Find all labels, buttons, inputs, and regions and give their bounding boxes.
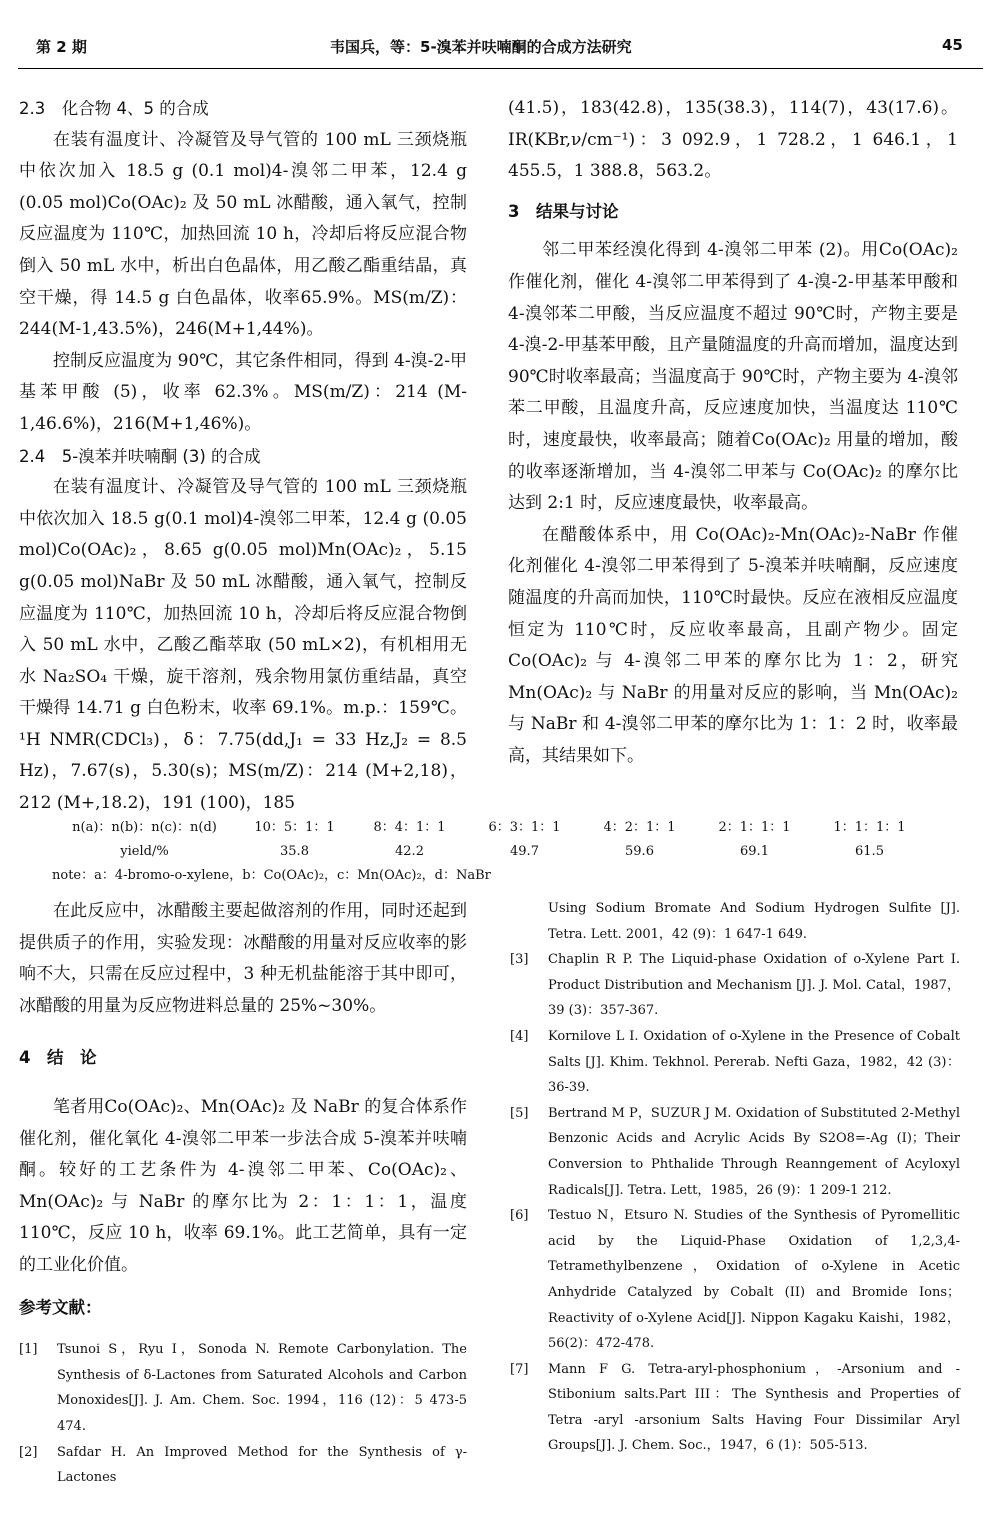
reference-text: Testuo N，Etsuro N. Studies of the Synthesis of Pyromellitic acid by the Liquid-Phase Oxidation of 1,2,3,4-Tetramethylbenzene，Oxidation of o-Xylene in Acetic Anhydride Catalyzed by Cobalt (II) and Bromide Ions；Reactivity of o-Xylene Acid[J]. Nippon Kagaku Kaishi，1982，56(2)：472-478.	[548, 1208, 960, 1352]
section-3-heading: 3 结果与讨论	[508, 201, 619, 221]
paragraph: 笔者用Co(OAc)₂、Mn(OAc)₂ 及 NaBr 的复合体系作催化剂，催化氧化 4-溴邻二甲苯一步法合成 5-溴苯并呋喃酮。较好的工艺条件为 4-溴邻二甲苯、Co(OAc)₂、Mn(OAc)₂ 与 NaBr 的摩尔比为 2：1：1：1，温度 110℃，反应 10 h，收率 69.1%。此工艺简单，具有一定的工业化价值。	[19, 1096, 467, 1275]
table-cell: 59.6	[625, 844, 654, 859]
header-page: 45	[942, 36, 963, 54]
reference-item	[510, 1024, 960, 1101]
reference-text: Mann F G. Tetra-aryl-phosphonium，-Arsonium and -Stibonium salts.Part III：The Synthesis and Properties of Tetra -aryl -arsonium Salts Having Four Dissimilar Aryl Groups[J]. J. Chem. Soc.，1947，6 (1)：505-513.	[548, 1361, 960, 1454]
paragraph: 在装有温度计、冷凝管及导气管的 100 mL 三颈烧瓶中依次加入 18.5 g (0.1 mol)4-溴邻二甲苯，12.4 g (0.05 mol)Co(OAc)₂ 及 50 mL 冰醋酸，通入氧气，控制反应温度为 110℃，加热回流 10 h，冷却后将反应混合物倒入 50 mL 水中，析出白色晶体，用乙酸乙酯重结晶，真空干燥，得 14.5 g 白色晶体，收率65.9%。MS(m/Z)：244(M-1,43.5%)，246(M+1,44%)。	[19, 129, 467, 340]
reference-number: [2]	[19, 1444, 38, 1460]
table-cell: 2：1：1：1	[718, 820, 791, 835]
reference-number: [1]	[19, 1342, 38, 1358]
reference-item	[510, 1357, 960, 1459]
header-title: 韦国兵，等：5-溴苯并呋喃酮的合成方法研究	[330, 38, 632, 56]
reference-text: Chaplin R P. The Liquid-phase Oxidation of o-Xylene Part I. Product Distribution and Mechanism [J]. J. Mol. Catal，1987，39 (3)：357-367.	[548, 952, 960, 1019]
reference-item	[19, 1337, 467, 1439]
table-cell: 1：1：1：1	[833, 820, 906, 835]
paragraph: 在醋酸体系中，用 Co(OAc)₂-Mn(OAc)₂-NaBr 作催化剂催化 4-溴邻二甲苯得到了 5-溴苯并呋喃酮，反应速度随温度的升高而加快，110℃时最快。反应在液相反应温度恒定为 110℃时，反应收率最高，且副产物少。固定 Co(OAc)₂ 与 4-溴邻二甲苯的摩尔比为 1：2，研究 Mn(OAc)₂ 与 NaBr 的用量对反应的影响，当 Mn(OAc)₂ 与 NaBr 和 4-溴邻二甲苯的摩尔比为 1：1：2 时，收率最高，其结果如下。	[508, 524, 958, 766]
right-column-lower	[510, 896, 960, 1459]
reference-text: Tsunoi S，Ryu I，Sonoda N. Remote Carbonylation. The Synthesis of δ-Lactones from Saturated Alcohols and Carbon Monoxides[J]. J. Am. Chem. Soc. 1994，116 (12)：5 473-5 474.	[57, 1342, 467, 1434]
section-2-4-heading: 2.4 5-溴苯并呋喃酮 (3) 的合成	[19, 446, 261, 466]
reference-number: [3]	[510, 952, 529, 968]
paragraph: 邻二甲苯经溴化得到 4-溴邻二甲苯 (2)。用Co(OAc)₂ 作催化剂，催化 4-溴邻二甲苯得到了 4-溴-2-甲基苯甲酸和 4-溴邻苯二甲酸，当反应温度不超过 90℃时，产物主要是 4-溴-2-甲基苯甲酸，且产量随温度的升高而增加，温度达到 90℃时收率最高；当温度高于 90℃时，产物主要为 4-溴邻苯二甲酸，且温度升高，反应速度加快，当温度达 110℃时，速度最快，收率最高；随着Co(OAc)₂ 用量的增加，酸的收率逐渐增加，当 4-溴邻二甲苯与 Co(OAc)₂ 的摩尔比达到 2:1 时，反应速度最快，收率最高。	[508, 240, 958, 514]
section-2-3-heading: 2.3 化合物 4、5 的合成	[19, 99, 209, 118]
reference-item	[510, 1101, 960, 1203]
reference-number: [5]	[510, 1105, 529, 1121]
header-rule	[18, 68, 983, 69]
paragraph: 在装有温度计、冷凝管及导气管的 100 mL 三颈烧瓶中依次加入 18.5 g(0.1 mol)4-溴邻二甲苯，12.4 g (0.05 mol)Co(OAc)₂，8.65 g(0.05 mol)Mn(OAc)₂，5.15 g(0.05 mol)NaBr 及 50 mL 冰醋酸，通入氧气，控制反应温度为 110℃，加热回流 10 h，冷却后将反应混合物倒入 50 mL 水中，乙酸乙酯萃取 (50 mL×2)，有机相用无水 Na₂SO₄ 干燥，旋干溶剂，残余物用氯仿重结晶，真空干燥得 14.71 g 白色粉末，收率 69.1%。m.p.：159℃。¹H NMR(CDCl₃)，δ：7.75(dd,J₁ = 33 Hz,J₂ = 8.5 Hz)，7.67(s)，5.30(s)；MS(m/Z)：214 (M+2,18)，212 (M+,18.2)，191 (100)，185	[19, 477, 467, 814]
reference-text: Bertrand M P，SUZUR J M. Oxidation of Substituted 2-Methyl Benzonic Acids and Acrylic Acids By S2O8=-Ag (I)；Their Conversion to Phthalide Through Reanngement of Acyloxyl Radicals[J]. Tetra. Lett，1985，26 (9)：1 209-1 212.	[548, 1105, 960, 1198]
reference-item	[510, 947, 960, 1024]
left-column-lower	[19, 896, 467, 1491]
paragraph: 控制反应温度为 90℃，其它条件相同，得到 4-溴-2-甲基苯甲酸 (5)，收率 62.3%。MS(m/Z)：214 (M-1,46.6%)，216(M+1,46%)。	[19, 350, 467, 434]
reference-number: [7]	[510, 1361, 529, 1377]
table-cell: 6：3：1：1	[488, 820, 561, 835]
reference-item	[19, 1440, 467, 1491]
table-note: note：a：4-bromo-o-xylene，b：Co(OAc)₂，c：Mn(OAc)₂，d：NaBr	[52, 868, 491, 883]
table-row	[52, 840, 932, 864]
reference-item	[510, 1203, 960, 1357]
right-column-upper	[508, 93, 958, 772]
section-4-heading: 4 结 论	[19, 1048, 97, 1068]
table-row-label: yield/%	[120, 844, 169, 859]
left-column-upper	[19, 93, 467, 820]
references-heading: 参考文献：	[19, 1297, 102, 1317]
paragraph: (41.5)，183(42.8)，135(38.3)，114(7)，43(17.6)。IR(KBr,ν/cm⁻¹)：3 092.9，1 728.2，1 646.1，1 455.5，1 388.8，563.2。	[508, 98, 958, 182]
paragraph: 在此反应中，冰醋酸主要起做溶剂的作用，同时还起到提供质子的作用，实验发现：冰醋酸的用量对反应收率的影响不大，只需在反应过程中，3 种无机盐能溶于其中即可，冰醋酸的用量为反应物进料总量的 25%~30%。	[19, 901, 467, 1016]
table-cell: 49.7	[510, 844, 539, 859]
table-cell: 35.8	[280, 844, 309, 859]
table-cell: 42.2	[395, 844, 424, 859]
table-cell: 10：5：1：1	[254, 820, 335, 835]
table-row-label: n(a)：n(b)：n(c)：n(d)	[72, 820, 217, 835]
yield-table	[52, 816, 932, 888]
table-row	[52, 816, 932, 840]
reference-number: [6]	[510, 1208, 529, 1224]
reference-text: Kornilove L I. Oxidation of o-Xylene in the Presence of Cobalt Salts [J]. Khim. Tekhnol. Pererab. Nefti Gaza，1982，42 (3)：36-39.	[548, 1028, 960, 1096]
header-issue: 第 2 期	[36, 38, 87, 56]
table-cell: 4：2：1：1	[603, 820, 676, 835]
table-cell: 69.1	[740, 844, 769, 859]
reference-number: [4]	[510, 1028, 529, 1044]
table-cell: 8：4：1：1	[373, 820, 446, 835]
reference-text: Safdar H. An Improved Method for the Synthesis of γ-Lactones	[57, 1444, 467, 1486]
reference-continuation: Using Sodium Bromate And Sodium Hydrogen Sulfite [J]. Tetra. Lett. 2001，42 (9)：1 647-1 649.	[548, 901, 960, 942]
table-cell: 61.5	[855, 844, 884, 859]
